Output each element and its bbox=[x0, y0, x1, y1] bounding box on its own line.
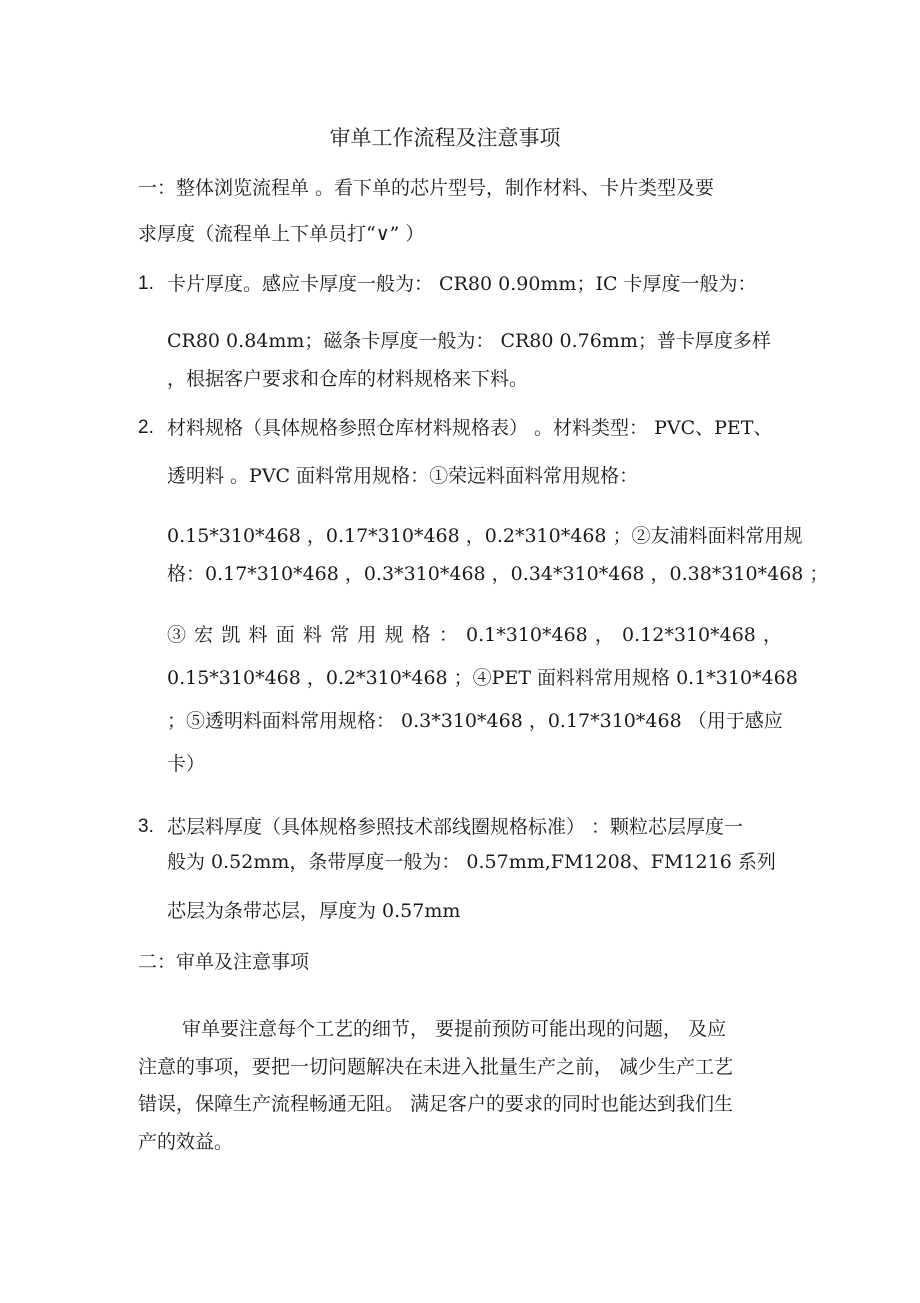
item-2-line-7: ；⑤透明料面料常用规格： 0.3*310*468 ，0.17*310*468 （用于感应 bbox=[167, 710, 783, 732]
item-1-line-2: CR80 0.84mm；磁条卡厚度一般为： CR80 0.76mm；普卡厚度多样 bbox=[167, 330, 771, 352]
item-1-line-1: 卡片厚度。感应卡厚度一般为： CR80 0.90mm；IC 卡厚度一般为： bbox=[167, 273, 757, 295]
section1-heading-line2: 求厚度（流程单上下单员打“∨” ） bbox=[138, 223, 425, 245]
section1-heading-line1: 一：整体浏览流程单 。看下单的芯片型号，制作材料、卡片类型及要 bbox=[138, 177, 715, 199]
item-2-line-6: 0.15*310*468 ，0.2*310*468 ；④PET 面料料常用规格 0.1*310*468 bbox=[167, 667, 798, 689]
section2-paragraph-line-2: 注意的事项，要把一切问题解决在未进入批量生产之前， 减少生产工艺 bbox=[138, 1056, 734, 1078]
item-2-line-8: 卡） bbox=[167, 753, 206, 775]
item-3-line-1: 芯层料厚度（具体规格参照技术部线圈规格标准） ：颗粒芯层厚度一 bbox=[167, 816, 744, 838]
section2-paragraph-line-4: 产的效益。 bbox=[138, 1131, 234, 1153]
item-1-number: 1. bbox=[138, 273, 154, 294]
item-3-number: 3. bbox=[138, 816, 154, 837]
item-3-line-3: 芯层为条带芯层，厚度为 0.57mm bbox=[167, 900, 461, 922]
section2-paragraph-line-3: 错误，保障生产流程畅通无阻。 满足客户的要求的同时也能达到我们生 bbox=[138, 1093, 734, 1115]
item-1-line-3: ，根据客户要求和仓库的材料规格来下料。 bbox=[167, 368, 529, 390]
item-2-number: 2. bbox=[138, 417, 154, 438]
item-2-line-3: 0.15*310*468 ，0.17*310*468 ，0.2*310*468 ；②友浦料面料常用规 bbox=[167, 525, 803, 547]
section2-heading: 二：审单及注意事项 bbox=[138, 951, 310, 973]
page-title: 审单工作流程及注意事项 bbox=[329, 126, 561, 150]
item-3-line-2: 般为 0.52mm，条带厚度一般为： 0.57mm,FM1208、FM1216 系列 bbox=[167, 851, 776, 873]
item-2-line-4: 格：0.17*310*468 ，0.3*310*468 ，0.34*310*468 ，0.38*310*468 ； bbox=[167, 563, 829, 585]
item-2-line-1: 材料规格（具体规格参照仓库材料规格表） 。材料类型： PVC、PET、 bbox=[167, 417, 773, 439]
item-2-line-5: ③ 宏 凯 料 面 料 常 用 规 格 ： 0.1*310*468 ， 0.12*310*468 ， bbox=[167, 624, 782, 646]
section2-paragraph-line-1: 审单要注意每个工艺的细节， 要提前预防可能出现的问题， 及应 bbox=[182, 1018, 727, 1040]
item-2-line-2: 透明料 。PVC 面料常用规格：①荣远料面料常用规格： bbox=[167, 465, 639, 487]
